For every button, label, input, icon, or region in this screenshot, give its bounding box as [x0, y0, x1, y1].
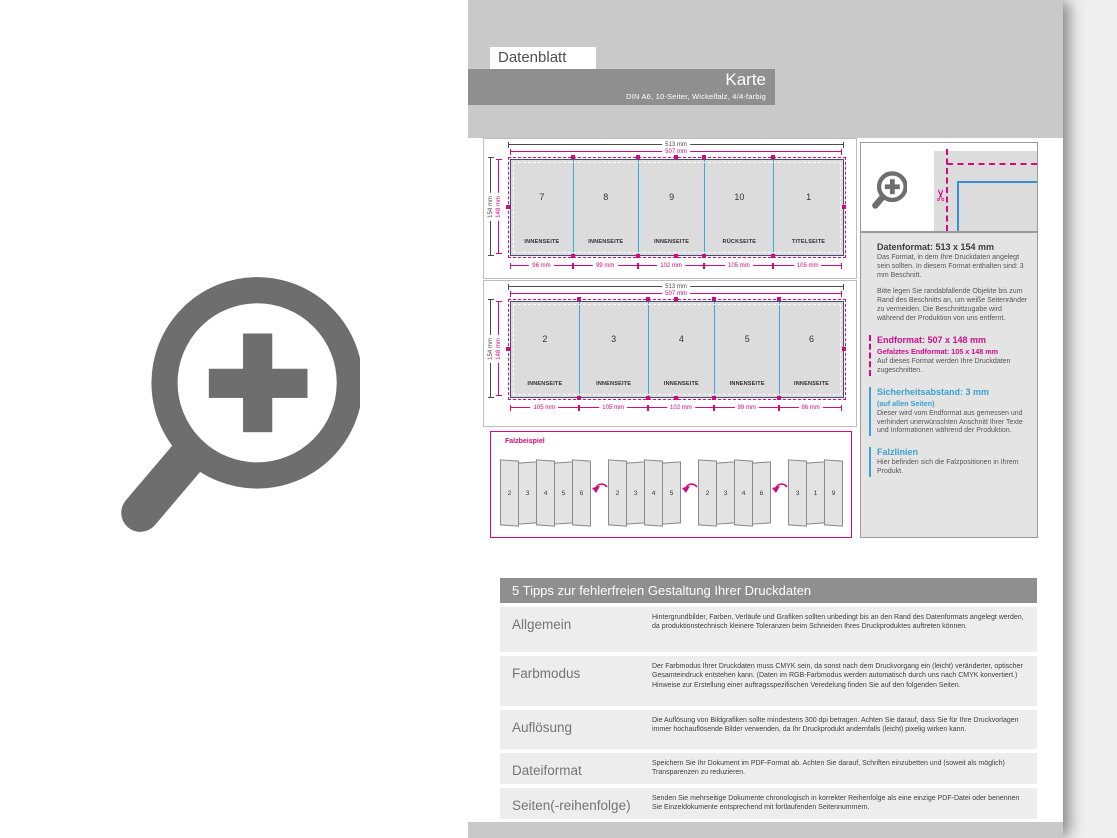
panel-role: INNENSEITE	[524, 238, 560, 245]
sheet-panel	[774, 160, 843, 255]
fold-marker	[702, 254, 706, 258]
center-marker	[506, 205, 510, 209]
fold-marker	[636, 155, 640, 159]
safety-line-vertical	[957, 181, 959, 231]
bleed-illustration-box	[860, 142, 1038, 232]
center-marker	[674, 155, 678, 159]
tips-table	[500, 607, 1037, 823]
print-sheet	[508, 299, 846, 400]
panel-role: INNENSEITE	[527, 380, 563, 387]
dim-label: 102 mm	[657, 262, 685, 270]
dim-label: 154 mm	[487, 335, 495, 363]
info-section-text: Dieser wird vom Endformat aus gemessen und verhindert unerwünschten Anschnitt Ihrer Texte und Informationen während der Produktion.	[877, 409, 1023, 435]
panel-row	[511, 302, 843, 397]
dim-panel-width	[510, 404, 579, 411]
fold-panel: 2	[608, 459, 627, 526]
fold-panel: 5	[554, 461, 573, 524]
dim-label: 105 mm	[725, 262, 753, 270]
center-marker	[674, 396, 678, 400]
panel-number: 10	[734, 192, 745, 203]
sheet-panel	[705, 160, 774, 255]
info-section-title: Endformat: 507 x 148 mm	[877, 334, 987, 345]
panel-role: INNENSEITE	[663, 380, 699, 387]
sheet-panel	[649, 302, 716, 397]
dim-panel-width	[773, 262, 842, 269]
center-marker	[506, 347, 510, 351]
dim-datenformat-width	[508, 141, 844, 148]
fold-marker	[577, 396, 581, 400]
safety-line-horizontal	[958, 181, 1037, 183]
panel-role: RÜCKSEITE	[722, 238, 757, 245]
dim-endformat-height	[496, 159, 502, 254]
info-section-text: Das Format, in dem Ihre Druckdaten angelegt sein sollten. In diesem Format enthalten sind: 3 mm Beschnitt.	[877, 254, 1024, 279]
fold-arrow-icon	[771, 483, 789, 502]
panel-number: 2	[542, 334, 548, 345]
trim-area	[510, 301, 844, 398]
dim-label: 99 mm	[735, 404, 759, 412]
fold-step	[609, 460, 681, 526]
dim-panel-width	[714, 404, 779, 411]
tips-row	[500, 710, 1037, 749]
tips-header: 5 Tipps zur fehlerfreien Gestaltung Ihrer Druckdaten	[500, 578, 1037, 603]
dim-label: 513 mm	[662, 283, 690, 291]
tips-row-text: Speichern Sie Ihr Dokument im PDF-Format ab. Achten Sie darauf, Schriften einzubetten und (soweit als möglich) Transparenzen zu reduzieren.	[652, 760, 1005, 777]
fold-marker	[646, 396, 650, 400]
dim-datenformat-height	[488, 299, 494, 398]
zoom-plus-icon[interactable]	[108, 260, 360, 552]
panel-role: TITELSEITE	[792, 238, 826, 245]
dim-panel-width	[510, 262, 573, 269]
tips-row-text: Senden Sie mehrseitige Dokumente chronologisch in korrekter Reihenfolge als eine einzige PDF-Datei oder benennen Sie Einzeldokumente entsprechend mit fortlaufenden Seitennummern.	[652, 794, 1020, 812]
dim-label: 105 mm	[531, 404, 559, 412]
center-marker	[842, 205, 846, 209]
panel-number: 8	[603, 192, 609, 203]
product-title: Karte	[725, 70, 766, 89]
fold-step	[501, 460, 591, 526]
panel-number: 3	[611, 334, 617, 345]
dim-label: 513 mm	[662, 141, 690, 149]
fold-marker	[571, 155, 575, 159]
dim-datenformat-height	[488, 157, 494, 256]
panel-role: INNENSEITE	[654, 238, 690, 245]
fold-panel: 3	[518, 461, 537, 524]
fold-marker	[771, 155, 775, 159]
layout-diagram-side2	[483, 280, 857, 427]
fold-marker	[702, 155, 706, 159]
info-section	[869, 447, 1029, 477]
tips-row-label: Farbmodus	[512, 666, 581, 681]
scissors-icon: ✂	[933, 188, 951, 202]
panel-number: 6	[809, 334, 815, 345]
fold-panel: 2	[698, 459, 717, 526]
dim-label: 102 mm	[667, 404, 695, 412]
sheet-panel	[511, 302, 580, 397]
dim-label: 148 mm	[495, 193, 503, 221]
panel-number: 4	[678, 334, 684, 345]
info-section-title: Falzlinien	[877, 447, 919, 458]
panel-row	[511, 160, 843, 255]
dim-endformat-height	[496, 301, 502, 396]
product-banner	[468, 69, 775, 105]
info-section-text: Hier befinden sich die Falzpositionen in Ihrem Produkt.	[877, 459, 1019, 476]
dim-label: 96 mm	[529, 262, 553, 270]
datenblatt-tab: Datenblatt	[490, 47, 596, 69]
sheet-panel	[574, 160, 639, 255]
tips-row	[500, 656, 1037, 706]
fold-panel: 6	[572, 459, 591, 526]
dim-endformat-width	[510, 290, 842, 297]
format-info-panel	[860, 232, 1038, 538]
info-section-subtitle: Gefalztes Endformat: 105 x 148 mm	[877, 346, 999, 356]
fold-marker	[571, 254, 575, 258]
panel-number: 1	[806, 192, 812, 203]
dim-label: 105 mm	[794, 262, 822, 270]
fold-panel: 4	[644, 459, 663, 526]
panel-number: 7	[539, 192, 545, 203]
fold-step	[699, 460, 771, 526]
tips-row-label: Allgemein	[512, 617, 572, 632]
fold-example-title: Falzbeispiel	[505, 438, 545, 445]
dim-panel-width	[638, 262, 705, 269]
fold-marker	[712, 297, 716, 301]
fold-step	[789, 460, 843, 526]
info-section-text: Bitte legen Sie randabfallende Objekte bis zum Rand des Beschnitts an, um weiße Seitenränder zu vermeiden. Die Beschnittzugabe wird während der Produktion von uns entfernt.	[877, 287, 1028, 322]
dim-label: 154 mm	[487, 193, 495, 221]
fold-panel: 2	[500, 459, 519, 526]
fold-example-box	[490, 431, 852, 538]
fold-panel: 3	[716, 461, 735, 524]
info-section-title: Datenformat: 513 x 154 mm	[877, 242, 995, 252]
info-section	[869, 387, 1029, 437]
center-marker	[674, 254, 678, 258]
info-section-title: Sicherheitsabstand: 3 mm	[877, 386, 990, 397]
sheet-panel	[580, 302, 649, 397]
info-section-subtitle: (auf allen Seiten)	[877, 398, 935, 408]
tips-row-label: Dateiformat	[512, 763, 582, 778]
sheet-panel	[511, 160, 574, 255]
tips-row	[500, 753, 1037, 784]
panel-role: INNENSEITE	[729, 380, 765, 387]
fold-marker	[712, 396, 716, 400]
info-section-text: Auf dieses Format werden Ihre Druckdaten zugeschnitten.	[877, 357, 1011, 374]
fold-marker	[636, 254, 640, 258]
fold-panel: 9	[824, 459, 843, 526]
panel-role: INNENSEITE	[794, 380, 830, 387]
fold-arrow-icon	[591, 483, 609, 502]
fold-marker	[771, 254, 775, 258]
tips-row	[500, 788, 1037, 819]
fold-panel: 3	[788, 459, 807, 526]
info-section	[869, 242, 1029, 324]
sheet-panel	[780, 302, 843, 397]
center-marker	[674, 297, 678, 301]
sheet-panel	[715, 302, 780, 397]
panel-number: 9	[669, 192, 675, 203]
fold-marker	[777, 297, 781, 301]
fold-marker	[646, 297, 650, 301]
dim-label: 105 mm	[599, 404, 627, 412]
dim-label: 96 mm	[798, 404, 822, 412]
print-sheet	[508, 157, 846, 258]
dim-panel-width	[704, 262, 773, 269]
trim-area	[510, 159, 844, 256]
zoom-plus-icon-small	[871, 169, 907, 211]
fold-panel: 4	[536, 459, 555, 526]
fold-panel: 4	[734, 459, 753, 526]
dim-endformat-width	[510, 148, 842, 155]
layout-diagram-side1	[483, 138, 857, 279]
dim-label: 99 mm	[593, 262, 617, 270]
dim-panel-width	[579, 404, 648, 411]
panel-role: INNENSEITE	[588, 238, 624, 245]
dim-label: 148 mm	[495, 335, 503, 363]
column-bottom-band	[468, 822, 1063, 838]
fold-marker	[577, 297, 581, 301]
info-section	[869, 335, 1029, 376]
fold-panel: 6	[752, 461, 771, 524]
fold-marker	[777, 396, 781, 400]
panel-role: INNENSEITE	[596, 380, 632, 387]
bleed-line-horizontal	[947, 163, 1037, 165]
product-subtitle: DIN A6, 10-Seiter, Wickelfalz, 4/4-farbig	[626, 92, 766, 101]
dim-datenformat-width	[508, 283, 844, 290]
sheet-panel	[639, 160, 706, 255]
fold-panel: 5	[662, 461, 681, 524]
dim-label: 507 mm	[662, 148, 690, 156]
panel-number: 5	[744, 334, 750, 345]
center-marker	[842, 347, 846, 351]
tips-row	[500, 607, 1037, 652]
dim-label: 507 mm	[662, 290, 690, 298]
fold-panel: 1	[806, 461, 825, 524]
dim-panel-width	[648, 404, 715, 411]
tips-row-label: Seiten(-reihenfolge)	[512, 797, 631, 813]
tips-row-text: Hintergrundbilder, Farben, Verläufe und Grafiken sollten unbedingt bis an den Rand des Datenformats angelegt werden, da produktionstechnisch kleinere Toleranzen beim Schneiden Ihres Druckproduktes auftreten können.	[652, 614, 1024, 631]
tips-row-text: Der Farbmodus Ihrer Druckdaten muss CMYK sein, da sonst nach dem Druckvorgang ein (leicht) veränderter, optischer Gesamteindruck entstehen kann. (Daten im RGB-Farbmodus werden automatisch durch uns nach CMYK konvertiert.) Hinweise zur Erstellung einer auftragsspezifischen Veredelung finden Sie auf den folgenden Seiten.	[652, 663, 1023, 689]
tips-row-label: Auflösung	[512, 720, 573, 735]
dim-panel-width	[573, 262, 638, 269]
fold-arrow-icon	[681, 483, 699, 502]
fold-panel: 3	[626, 461, 645, 524]
dim-panel-width	[779, 404, 842, 411]
tips-row-text: Die Auflösung von Bildgrafiken sollte mindestens 300 dpi betragen. Achten Sie darauf, dass Sie für Ihre Druckvorlagen immer hochauflösende Bilder verwenden, da Ihr Druckprodukt andernfalls (leicht) pixelig wirken kann.	[652, 717, 1019, 734]
